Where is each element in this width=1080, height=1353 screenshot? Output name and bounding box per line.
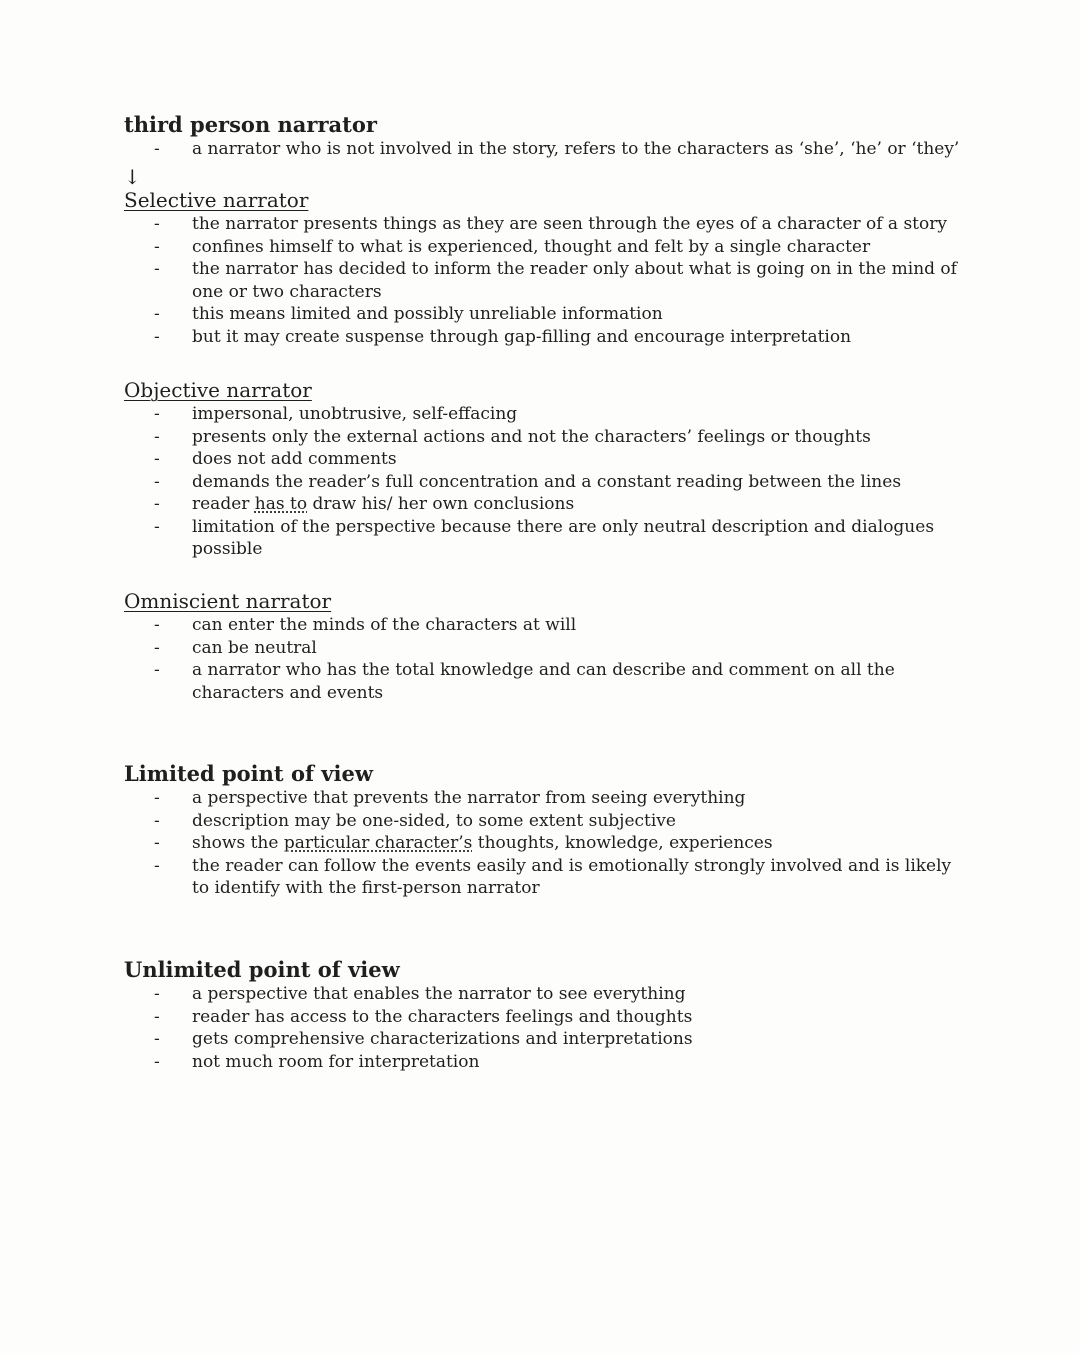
underlined-phrase: has to	[254, 494, 308, 514]
list-omniscient	[124, 614, 964, 704]
bullet-dash: -	[154, 259, 160, 279]
list-item-text: gets comprehensive characterizations and interpretations	[192, 1029, 693, 1049]
list-item-text: a narrator who is not involved in the story, refers to the characters as ‘she’, ‘he’ or ‘they’	[192, 139, 960, 159]
heading-selective: Selective narrator	[124, 188, 309, 212]
heading-objective: Objective narrator	[124, 378, 312, 402]
list-item-text: shows the	[192, 833, 284, 853]
list-third-person	[124, 138, 964, 161]
list-item	[124, 810, 964, 833]
list-item	[124, 448, 964, 471]
list-item	[124, 1051, 964, 1074]
heading-limited: Limited point of view	[124, 761, 373, 786]
list-item	[124, 787, 964, 810]
list-item-text: confines himself to what is experienced, thought and felt by a single character	[192, 236, 871, 257]
list-selective	[124, 213, 964, 348]
bullet-dash: -	[154, 516, 160, 537]
list-item-text: a perspective that enables the narrator to see everything	[192, 984, 686, 1004]
list-item	[124, 493, 964, 516]
section-objective	[124, 378, 964, 561]
list-unlimited	[124, 983, 964, 1073]
list-item	[124, 303, 964, 326]
list-item	[124, 1006, 964, 1029]
bullet-dash: -	[154, 471, 160, 492]
list-item-text: reader has access to the characters feelings and thoughts	[192, 1006, 693, 1027]
list-item-text: draw his/ her own conclusions	[307, 494, 575, 514]
list-item	[124, 832, 964, 855]
list-item-text: thoughts, knowledge, experiences	[472, 833, 773, 853]
list-item-text: this means limited and possibly unreliable information	[192, 304, 663, 324]
bullet-dash: -	[154, 637, 160, 658]
bullet-dash: -	[154, 139, 160, 159]
list-item-text: presents only the external actions and not the characters’ feelings or thoughts	[192, 426, 871, 447]
list-item-text: does not add comments	[192, 449, 397, 469]
list-limited	[124, 787, 964, 900]
list-item	[124, 1028, 964, 1051]
bullet-dash: -	[154, 788, 160, 808]
list-item-text: description may be one-sided, to some extent subjective	[192, 810, 676, 831]
bullet-dash: -	[154, 236, 160, 257]
bullet-dash: -	[154, 660, 160, 680]
bullet-dash: -	[154, 833, 160, 853]
list-item	[124, 236, 964, 259]
list-item-text: impersonal, unobtrusive, self-effacing	[192, 404, 518, 424]
list-item-text: but it may create suspense through gap-filling and encourage interpretation	[192, 326, 852, 347]
list-item-text: reader	[192, 494, 255, 514]
list-item	[124, 213, 964, 236]
list-item	[124, 258, 964, 303]
bullet-dash: -	[154, 1051, 160, 1072]
list-item	[124, 855, 964, 900]
heading-unlimited: Unlimited point of view	[124, 957, 400, 982]
list-item-text: a narrator who has the total knowledge and can describe and comment on all the characters and events	[192, 660, 895, 703]
section-third-person	[124, 112, 964, 161]
heading-omniscient: Omniscient narrator	[124, 589, 332, 613]
list-objective	[124, 403, 964, 561]
section-omniscient	[124, 589, 964, 704]
bullet-dash: -	[154, 304, 160, 324]
list-item-text: can be neutral	[192, 637, 317, 658]
list-item-text: can enter the minds of the characters at will	[192, 615, 577, 635]
bullet-dash: -	[154, 449, 160, 469]
list-item	[124, 426, 964, 449]
bullet-dash: -	[154, 326, 160, 347]
bullet-dash: -	[154, 494, 160, 514]
bullet-dash: -	[154, 810, 160, 831]
bullet-dash: -	[154, 615, 160, 635]
list-item-text: limitation of the perspective because there are only neutral description and dialogues possible	[192, 516, 935, 559]
list-item	[124, 326, 964, 349]
list-item	[124, 403, 964, 426]
bullet-dash: -	[154, 984, 160, 1004]
list-item	[124, 659, 964, 704]
bullet-dash: -	[154, 404, 160, 424]
section-selective	[124, 188, 964, 348]
list-item-text: demands the reader’s full concentration and a constant reading between the lines	[192, 471, 902, 492]
bullet-dash: -	[154, 1029, 160, 1049]
section-limited	[124, 761, 964, 900]
list-item-text: the narrator presents things as they are seen through the eyes of a character of a story	[192, 214, 947, 234]
list-item	[124, 471, 964, 494]
list-item	[124, 614, 964, 637]
bullet-dash: -	[154, 214, 160, 234]
list-item-text: a perspective that prevents the narrator from seeing everything	[192, 788, 746, 808]
underlined-phrase: particular character’s	[283, 833, 473, 853]
bullet-dash: -	[154, 426, 160, 447]
section-unlimited	[124, 957, 964, 1073]
list-item-text: the reader can follow the events easily and is emotionally strongly involved and is likely to identify with the first-person narrator	[192, 855, 952, 898]
list-item	[124, 983, 964, 1006]
list-item-text: the narrator has decided to inform the reader only about what is going on in the mind of one or two characters	[192, 259, 957, 302]
bullet-dash: -	[154, 1006, 160, 1027]
bullet-dash: -	[154, 855, 160, 876]
list-item	[124, 637, 964, 660]
heading-third-person: third person narrator	[124, 112, 377, 137]
down-arrow-icon: ↓	[124, 165, 141, 189]
list-item-text: not much room for interpretation	[192, 1051, 480, 1072]
list-item	[124, 516, 964, 561]
list-item	[124, 138, 964, 161]
